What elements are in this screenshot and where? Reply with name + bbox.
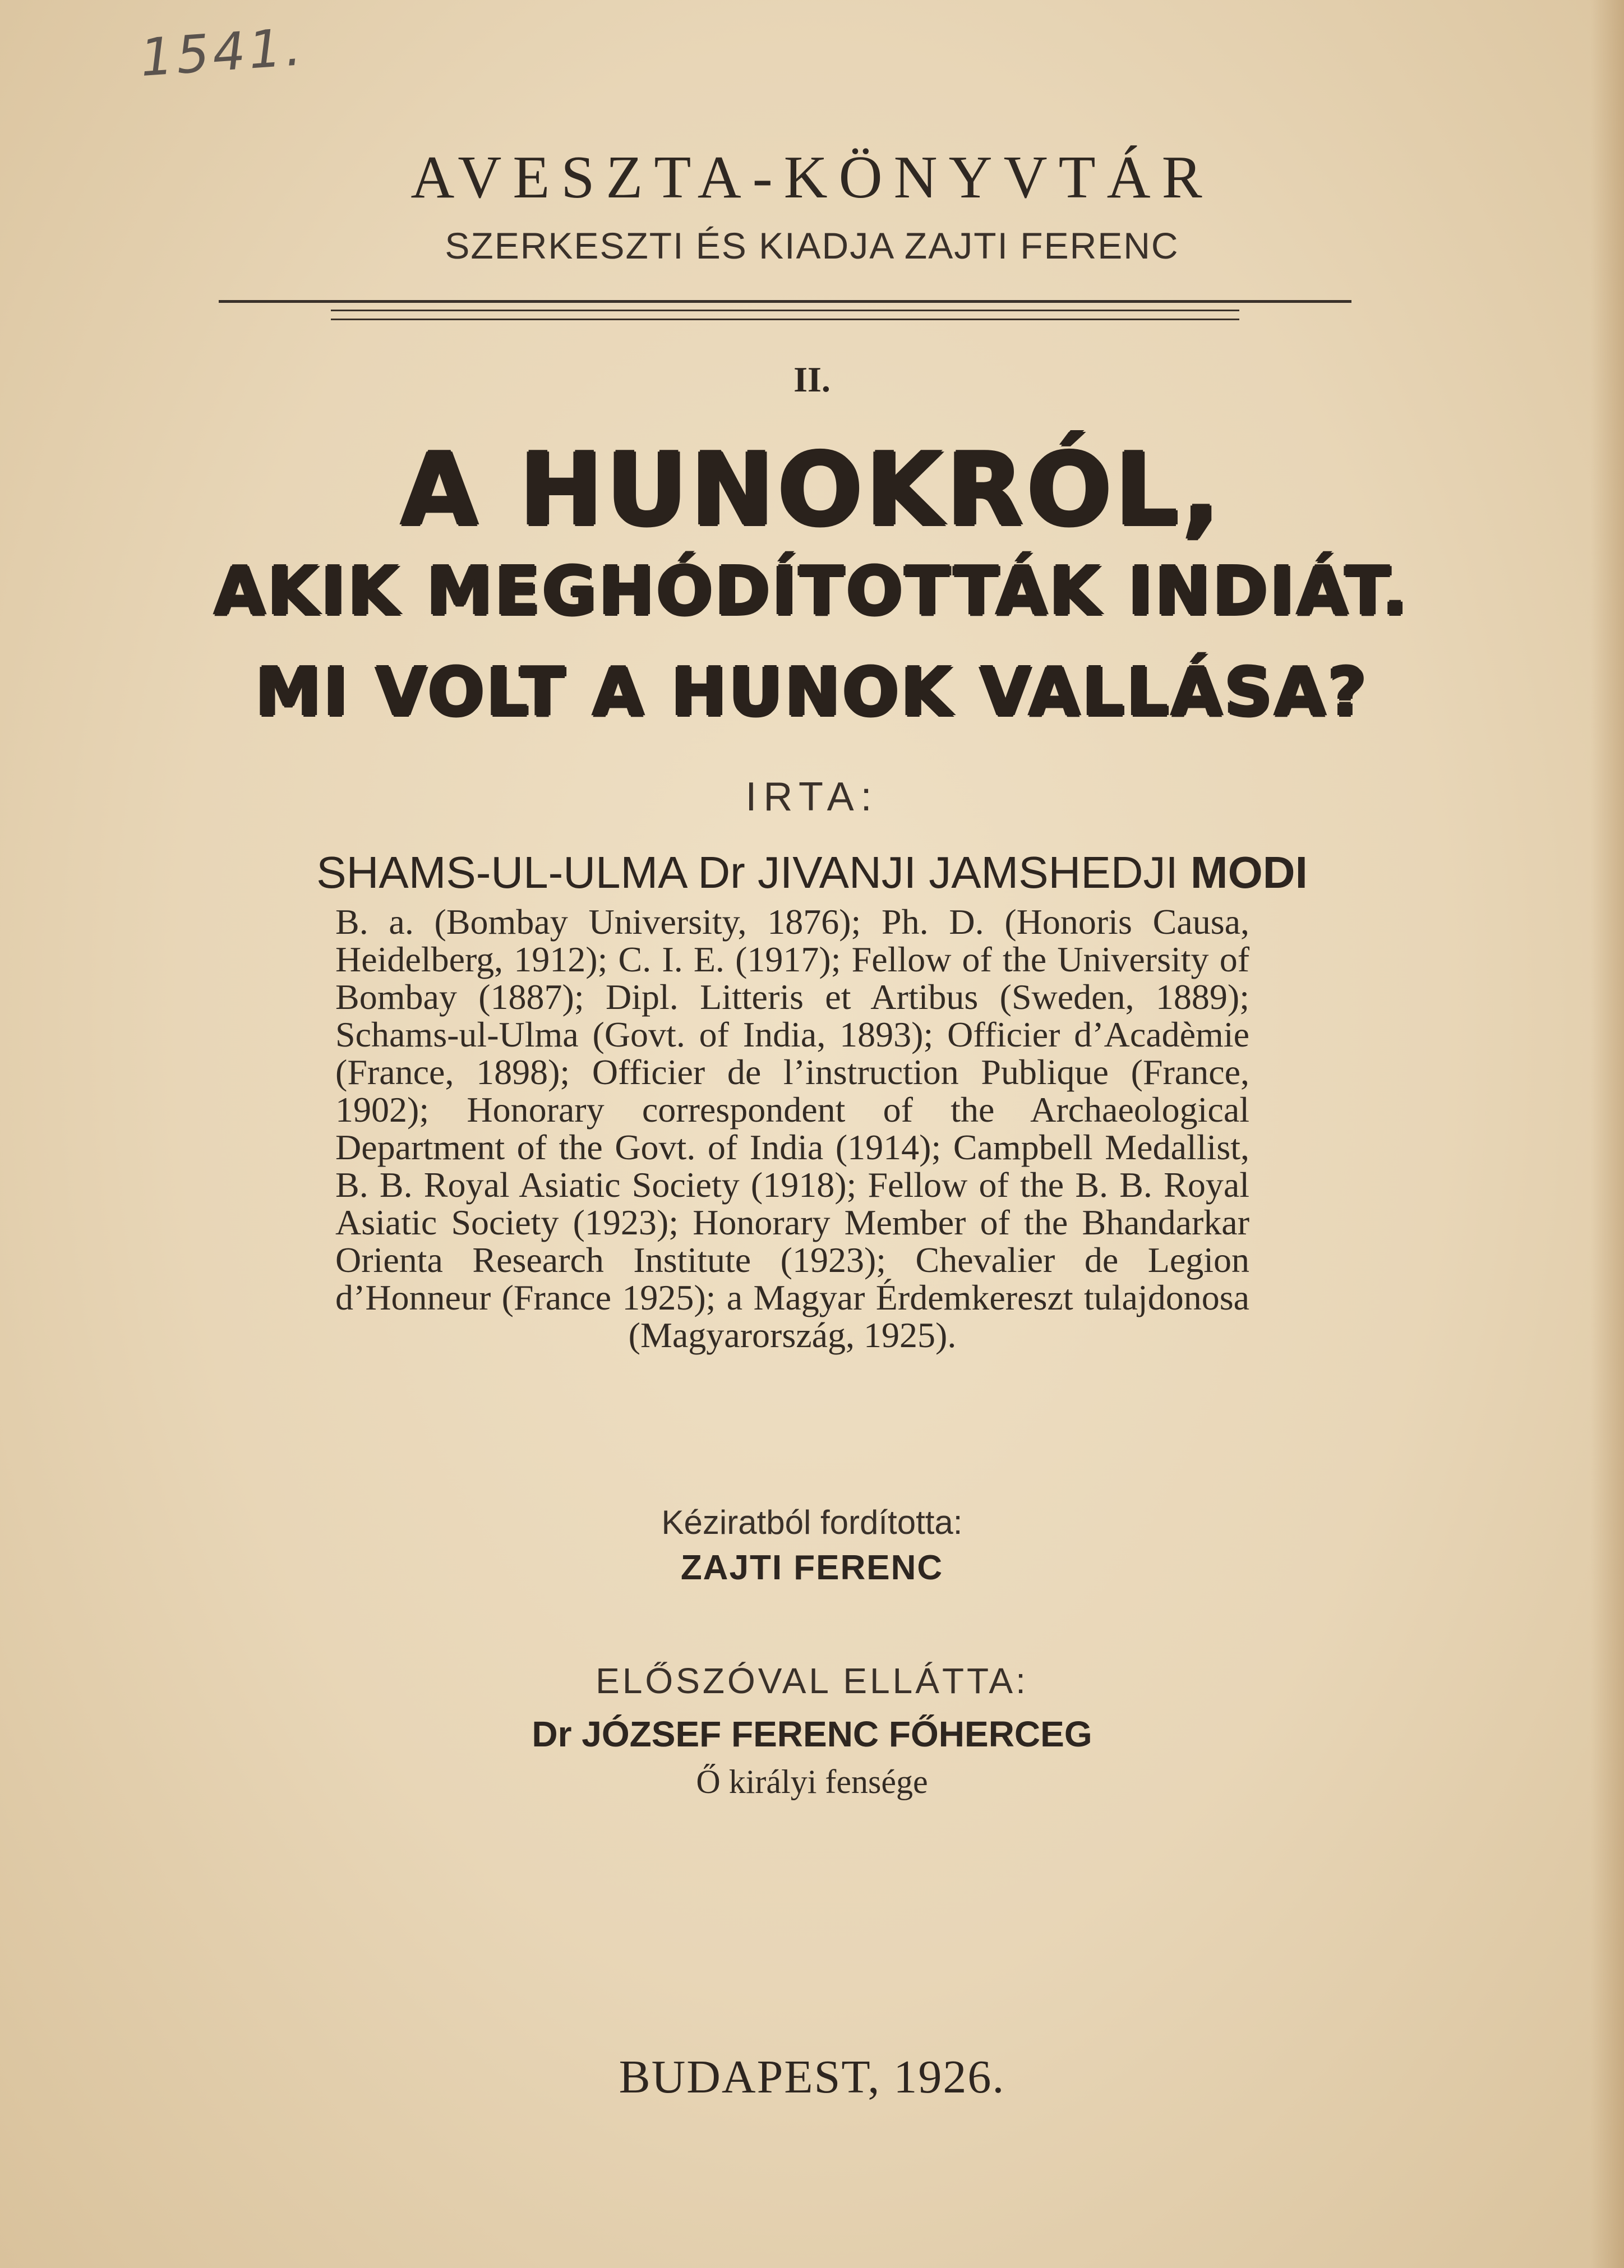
author-surname: MODI — [1190, 847, 1308, 897]
volume-number: II. — [793, 359, 831, 399]
series-title: AVESZTA-KÖNYVTÁR — [410, 144, 1214, 211]
author-credentials: B. a. (Bombay University, 1876); Ph. D. (Honoris Causa, Heidelberg, 1912); C. I. E. (1917); Fellow of the University of Bombay (1887); Dipl. Litteris et Artibus (Sweden, 1889); Schams-ul-Ulma (Govt. of India, 1893); Officier d’Acadèmie (France, 1898); Officier de l’instruction Publique (France, 1902); Honorary correspondent of the Archaeological Department of the Govt. of India (1914); Campbell Medallist, B. B. Royal Asiatic Society (1918); Fellow of the B. B. Royal Asiatic Society (1923); Honorary Member of the Bhandarkar Orienta Research Institute (1923); Chevalier de Legion d’Honneur (France 1925); a Magyar Érdemkereszt tulajdonosa (Magyarország, 1925). — [335, 902, 1249, 1355]
preface-label: ELŐSZÓVAL ELLÁTTA: — [596, 1661, 1028, 1701]
handwritten-note: 1541. — [138, 16, 307, 89]
main-title-line-2: AKIK MEGHÓDÍTOTTÁK INDIÁT. — [214, 552, 1410, 630]
preface-author: Dr JÓZSEF FERENC FŐHERCEG — [532, 1714, 1092, 1754]
header-rule-middle — [331, 310, 1239, 311]
author-label: IRTA: — [745, 775, 879, 819]
header-rule-bottom — [331, 319, 1239, 320]
author-name — [0, 847, 1624, 898]
preface-author-title: Ő királyi fensége — [696, 1763, 928, 1800]
imprint: BUDAPEST, 1926. — [619, 2051, 1005, 2103]
main-title-line-3: MI VOLT A HUNOK VALLÁSA? — [255, 653, 1369, 731]
header-rule-top — [219, 300, 1351, 303]
main-title-line-1: A HUNOKRÓL, — [400, 432, 1224, 548]
translator-name: ZAJTI FERENC — [680, 1548, 944, 1587]
author-given-name: SHAMS-UL-ULMA Dr JIVANJI JAMSHEDJI — [316, 847, 1178, 897]
translation-label: Kéziratból fordította: — [661, 1504, 963, 1541]
page-edge-shadow — [1590, 0, 1624, 2268]
editor-line: SZERKESZTI ÉS KIADJA ZAJTI FERENC — [445, 225, 1179, 266]
